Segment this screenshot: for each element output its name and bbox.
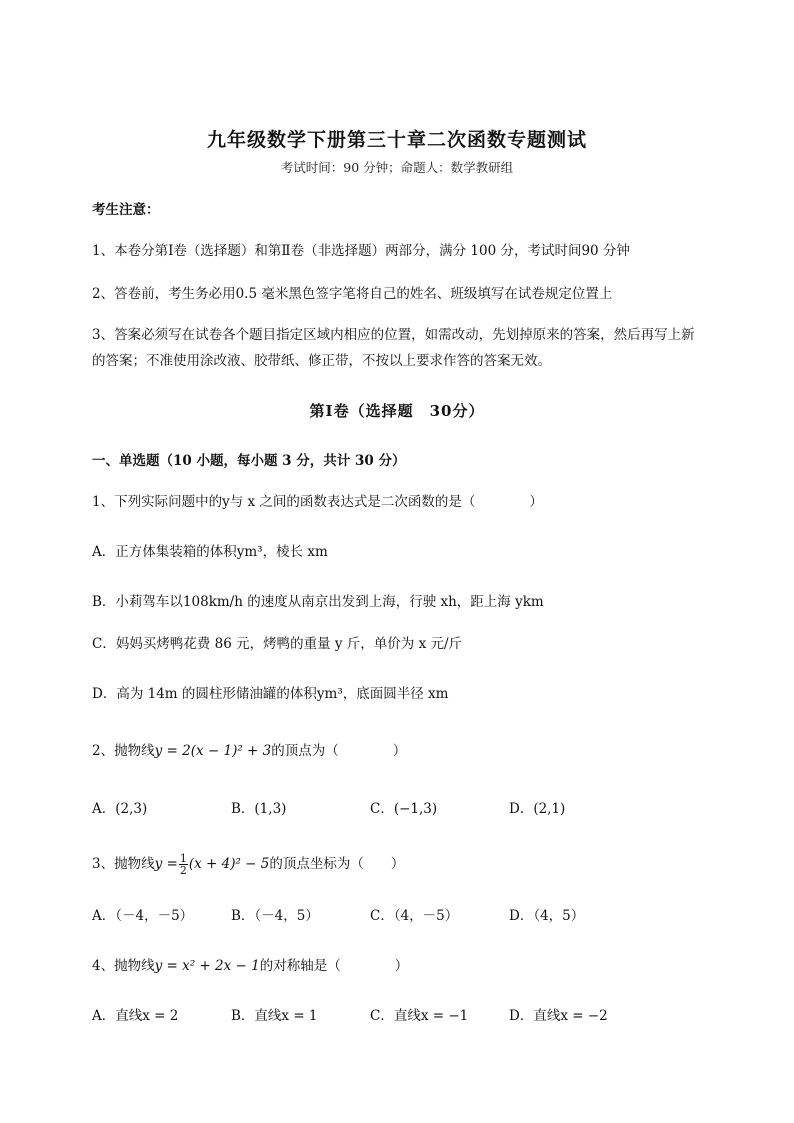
question-3-option-b: B．（－4，5）: [231, 908, 319, 924]
question-3-rhs: (x + 4)² − 5: [188, 856, 270, 872]
question-1-option-d: D．高为 14m 的圆柱形储油罐的体积ym³，底面圆半径 xm: [92, 686, 449, 702]
notice-item-2: 2、答卷前，考生务必用0.5 毫米黑色签字笔将自己的姓名、班级填写在试卷规定位置上: [92, 286, 613, 302]
fraction-numerator: 1: [179, 852, 187, 865]
part-heading: 一、单选题（10 小题，每小题 3 分，共计 30 分）: [92, 453, 406, 469]
question-4-suffix: 的对称轴是（ ）: [259, 958, 409, 974]
question-1-option-c: C．妈妈买烤鸭花费 86 元，烤鸭的重量 y 斤，单价为 x 元/斤: [92, 636, 463, 652]
question-3-option-d: D．（4，5）: [509, 908, 585, 924]
question-2-option-c: C．(−1,3): [370, 801, 438, 817]
question-1-option-a: A．正方体集装箱的体积ym³，棱长 xm: [92, 544, 328, 560]
question-4-option-d: D．直线x = −2: [509, 1008, 608, 1024]
question-3-option-c: C．（4，－5）: [370, 908, 459, 924]
question-4-option-c: C．直线x = −1: [370, 1008, 469, 1024]
question-3-option-a: A．（－4，－5）: [92, 908, 194, 924]
question-2-prefix: 2、抛物线: [92, 743, 155, 759]
question-2-suffix: 的顶点为（ ）: [271, 743, 407, 759]
question-2-formula: y = 2(x − 1)² + 3: [154, 743, 272, 759]
question-2-option-a: A．(2,3): [92, 801, 148, 817]
question-1-stem: 1、下列实际问题中的y与 x 之间的函数表达式是二次函数的是（ ）: [92, 494, 543, 510]
notice-item-3-cont: 的答案；不准使用涂改液、胶带纸、修正带，不按以上要求作答的答案无效。: [92, 353, 551, 369]
question-4-stem: [92, 957, 408, 975]
exam-info: 考试时间：90 分钟；命题人：数学教研组: [280, 160, 514, 175]
question-4-option-a: A．直线x = 2: [92, 1008, 179, 1024]
question-3-prefix: 3、抛物线: [92, 856, 155, 872]
notice-item-3: 3、答案必须写在试卷各个题目指定区域内相应的位置，如需改动，先划掉原来的答案，然后再写上新: [92, 327, 695, 343]
question-3-suffix: 的顶点坐标为（ ）: [269, 856, 405, 872]
question-3-stem: [92, 850, 404, 878]
notice-heading: 考生注意：: [92, 202, 160, 218]
question-3-lhs: y =: [154, 856, 178, 872]
question-3-fraction: [179, 853, 188, 876]
question-4-option-b: B．直线x = 1: [231, 1008, 318, 1024]
section-title: 第Ⅰ卷（选择题 30分）: [309, 402, 485, 420]
question-2-option-d: D．(2,1): [509, 801, 566, 817]
question-4-prefix: 4、抛物线: [92, 958, 155, 974]
notice-item-1: 1、本卷分第Ⅰ卷（选择题）和第Ⅱ卷（非选择题）两部分，满分 100 分，考试时间90 分钟: [92, 243, 630, 259]
question-4-formula: y = x² + 2x − 1: [154, 958, 260, 974]
fraction-denominator: 2: [179, 864, 187, 877]
question-2-stem: [92, 742, 406, 760]
question-2-option-b: B．(1,3): [231, 801, 287, 817]
question-1-option-b: B．小莉驾车以108km/h 的速度从南京出发到上海，行驶 xh，距上海 ykm: [92, 594, 544, 610]
page-title: 九年级数学下册第三十章二次函数专题测试: [206, 129, 587, 151]
